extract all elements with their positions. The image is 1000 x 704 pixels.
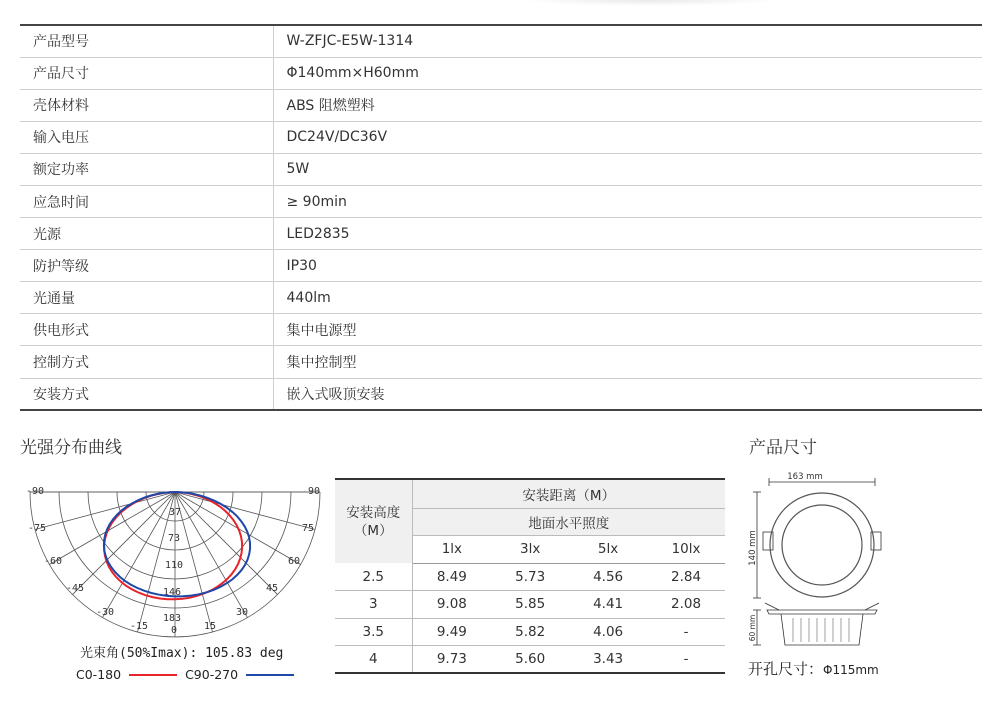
distance-value-cell: 4.06 [569,618,647,646]
angle-label: 0 [171,625,178,636]
distance-row [335,646,725,674]
mount-height-cell: 2.5 [335,563,412,591]
spec-row [20,282,982,314]
spec-value: DC24V/DC36V [273,121,982,153]
polar-light-distribution-chart [20,478,330,643]
spec-row [20,346,982,378]
spec-value: 嵌入式吸顶安装 [273,378,982,410]
distance-value-cell: 9.08 [412,591,491,619]
top-shadow [520,0,780,6]
angle-label: 90 [308,486,321,497]
spec-row [20,121,982,153]
spec-value: 5W [273,153,982,185]
spec-value: ≥ 90min [273,185,982,217]
radial-label: 37 [169,507,182,518]
distance-value-cell: - [647,618,725,646]
spec-value: 集中控制型 [273,346,982,378]
distance-value-cell: 2.84 [647,563,725,591]
distance-value-cell: 9.49 [412,618,491,646]
mount-height-cell: 3.5 [335,618,412,646]
spec-key: 壳体材料 [20,89,273,121]
spec-key: 输入电压 [20,121,273,153]
chart-legend [76,667,294,682]
polar-labels [26,486,320,636]
product-dimension-drawing [745,470,985,655]
spec-row [20,185,982,217]
legend-c90-label: C90-270 [185,667,239,682]
lux-col-header: 10lx [647,535,725,563]
distance-value-cell: 2.08 [647,591,725,619]
light-distribution-title: 光强分布曲线 [20,438,122,458]
angle-label: 60 [288,556,301,567]
spec-row [20,218,982,250]
spec-key: 控制方式 [20,346,273,378]
spec-row [20,314,982,346]
distance-value-cell: 5.73 [491,563,569,591]
spec-key: 额定功率 [20,153,273,185]
angle-label: -90 [26,486,45,497]
distance-row [335,591,725,619]
angle-label: 45 [266,583,279,594]
spec-key: 光通量 [20,282,273,314]
installation-distance-table [335,478,725,674]
radial-label: 183 [163,613,182,624]
spec-key: 应急时间 [20,185,273,217]
legend-c0-line [129,674,177,676]
spec-value: W-ZFJC-E5W-1314 [273,25,982,57]
mount-height-cell: 4 [335,646,412,674]
distance-header: 安装距离（M） [412,479,725,508]
spec-key: 防护等级 [20,250,273,282]
distance-value-cell: 5.60 [491,646,569,674]
distance-value-cell: 4.41 [569,591,647,619]
distance-value-cell: 5.82 [491,618,569,646]
spec-key: 产品尺寸 [20,57,273,89]
radial-label: 146 [163,587,182,598]
depth-label: 60 mm [748,614,757,642]
spec-row [20,25,982,57]
spec-key: 产品型号 [20,25,273,57]
spec-row [20,57,982,89]
legend-c0-label: C0-180 [76,667,122,682]
side-clips [765,603,879,610]
spec-row [20,153,982,185]
spec-row [20,89,982,121]
radial-label: 73 [168,533,181,544]
inner-ring [782,505,862,585]
mount-height-cell: 3 [335,591,412,619]
side-flange [767,610,877,614]
spec-value: Φ140mm×H60mm [273,57,982,89]
distance-value-cell: 8.49 [412,563,491,591]
cutout-value: Φ115mm [823,663,879,677]
legend-c90-line [246,674,294,676]
beam-angle-text: 光束角(50%Imax): 105.83 deg [80,646,284,661]
spec-value: ABS 阻燃塑料 [273,89,982,121]
lux-col-header: 3lx [491,535,569,563]
illuminance-header: 地面水平照度 [412,508,725,535]
mount-height-header: 安装高度（M） [335,479,412,563]
angle-label: -15 [130,621,149,632]
cutout-label: 开孔尺寸： [748,660,824,678]
cutout-size [748,658,879,679]
spec-value: IP30 [273,250,982,282]
angle-label: -30 [96,607,115,618]
lux-col-header: 1lx [412,535,491,563]
angle-label: 30 [236,607,249,618]
radial-label: 110 [165,560,184,571]
distance-value-cell: 5.85 [491,591,569,619]
spec-row [20,250,982,282]
lux-col-header: 5lx [569,535,647,563]
spec-key: 供电形式 [20,314,273,346]
angle-label: -45 [66,583,85,594]
height-label: 140 mm [748,530,758,566]
spec-value: LED2835 [273,218,982,250]
distance-row [335,618,725,646]
distance-value-cell: 4.56 [569,563,647,591]
distance-row [335,563,725,591]
spec-key: 光源 [20,218,273,250]
distance-value-cell: 3.43 [569,646,647,674]
spec-table [20,24,982,411]
outer-ring [770,493,874,597]
distance-value-cell: 9.73 [412,646,491,674]
angle-label: 15 [204,621,217,632]
width-label: 163 mm [787,472,823,482]
spec-row [20,378,982,410]
distance-value-cell: - [647,646,725,674]
angle-label: 75 [302,523,315,534]
angle-label: -60 [44,556,63,567]
spec-key: 安装方式 [20,378,273,410]
spec-value: 集中电源型 [273,314,982,346]
product-size-title: 产品尺寸 [749,438,817,458]
angle-label: -75 [28,523,47,534]
spec-value: 440lm [273,282,982,314]
